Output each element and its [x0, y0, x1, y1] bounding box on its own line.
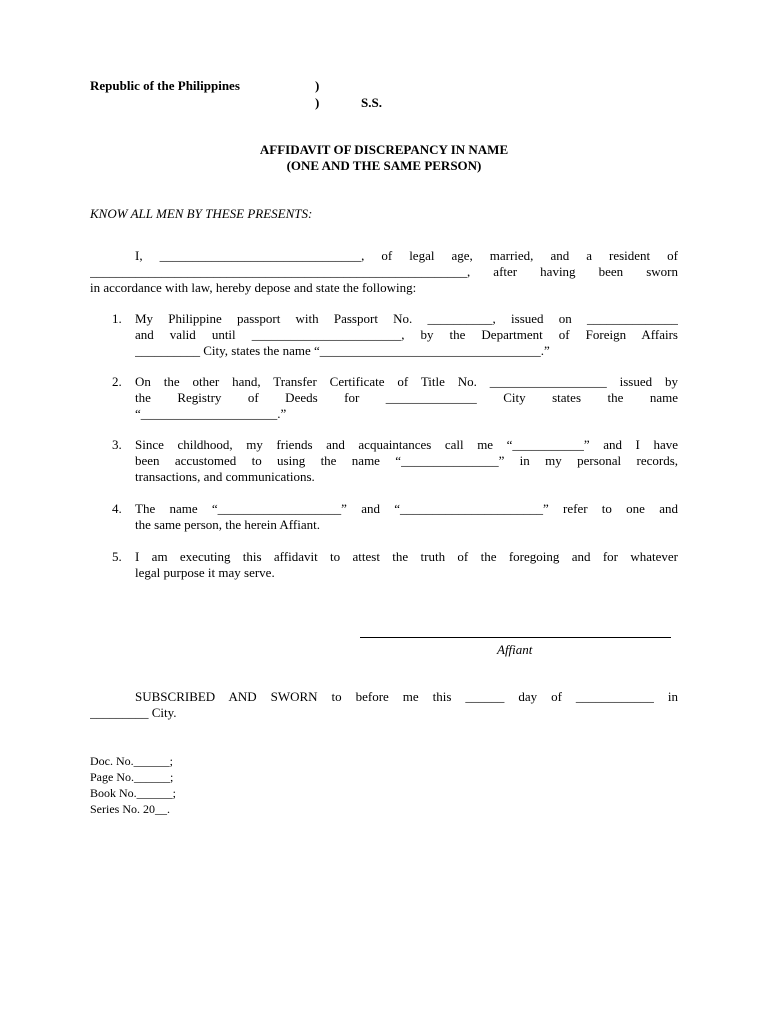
jurat-line-2: _________ City.	[90, 705, 177, 720]
item-line: the same person, the herein Affiant.	[135, 517, 320, 532]
item-line: __________ City, states the name “__________________________________.”	[135, 343, 550, 358]
item-number: 3.	[112, 437, 122, 452]
intro-text: KNOW ALL MEN BY THESE PRESENTS:	[90, 206, 313, 221]
item-line: I am executing this affidavit to attest the truth of the foregoing and for whatever	[135, 549, 678, 564]
opening-line-1: I, _______________________________, of legal age, married, and a resident of	[135, 248, 678, 263]
item-line: My Philippine passport with Passport No. __________, issued on ______________	[135, 311, 678, 326]
item-body	[135, 549, 678, 581]
item-line: On the other hand, Transfer Certificate of Title No. __________________ issued by	[135, 374, 678, 389]
affiant-label: Affiant	[497, 642, 533, 657]
item-body	[135, 374, 678, 422]
item-body	[135, 437, 678, 485]
document-title: AFFIDAVIT OF DISCREPANCY IN NAME	[259, 142, 509, 157]
book-no: Book No.______;	[90, 786, 177, 800]
doc-no: Doc. No.______;	[90, 754, 173, 768]
item-number: 4.	[112, 501, 122, 516]
signature-line	[360, 637, 671, 638]
header-paren-2: )	[315, 95, 320, 110]
header-republic: Republic of the Philippines	[90, 78, 240, 93]
jurat-line-1: SUBSCRIBED AND SWORN to before me this ______ day of ____________ in	[135, 689, 678, 704]
item-number: 1.	[112, 311, 122, 326]
item-body	[135, 311, 678, 359]
jurat-paragraph	[90, 689, 678, 721]
item-line: “_____________________.”	[135, 406, 287, 421]
item-line: Since childhood, my friends and acquaintances call me “___________” and I have	[135, 437, 678, 452]
page-no: Page No.______;	[90, 770, 174, 784]
opening-line-2: __________________________________________________________, after having been sworn	[90, 264, 678, 279]
item-line: legal purpose it may serve.	[135, 565, 275, 580]
item-line: transactions, and communications.	[135, 469, 315, 484]
document-subtitle: (ONE AND THE SAME PERSON)	[286, 158, 482, 173]
series-no: Series No. 20__.	[90, 802, 170, 816]
item-body	[135, 501, 678, 533]
item-line: The name “___________________” and “______________________” refer to one and	[135, 501, 678, 516]
item-line: been accustomed to using the name “_______________” in my personal records,	[135, 453, 678, 468]
item-number: 2.	[112, 374, 122, 389]
header-paren-1: )	[315, 78, 320, 93]
opening-paragraph	[90, 248, 678, 296]
item-number: 5.	[112, 549, 122, 564]
header-ss: S.S.	[361, 95, 382, 110]
opening-line-3: in accordance with law, hereby depose and state the following:	[90, 280, 417, 295]
item-line: and valid until _______________________, by the Department of Foreign Affairs	[135, 327, 678, 342]
item-line: the Registry of Deeds for ______________ City states the name	[135, 390, 678, 405]
